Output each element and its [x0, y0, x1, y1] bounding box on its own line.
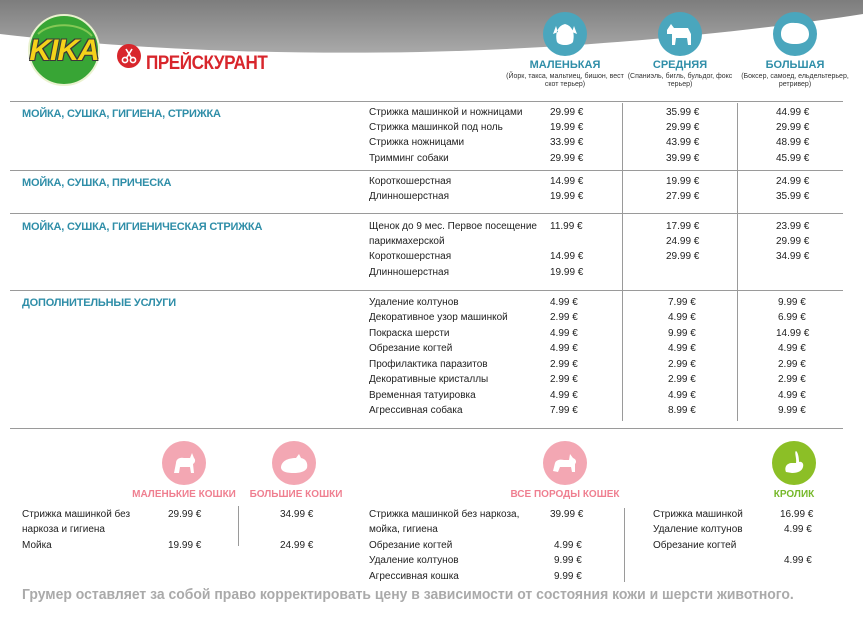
rabbit-label: КРОЛИК [773, 489, 815, 500]
price-small: 4.99 € [550, 297, 578, 308]
price-small: 19.99 € [550, 267, 584, 278]
price-large: 44.99 € [776, 107, 810, 118]
price-large: 2.99 € [778, 359, 806, 370]
price-large: 35.99 € [776, 191, 810, 202]
service-name: Декоративные кристаллы [369, 374, 489, 385]
all-cats-label: ВСЕ ПОРОДЫ КОШЕК [510, 489, 620, 500]
price-medium: 35.99 € [666, 107, 700, 118]
dog-size-large-note: (Боксер, самоед, ельдельтерьер, ретривер) [741, 73, 849, 88]
rabbit-service-name: Стрижка машинкой [653, 509, 743, 520]
price-small: 2.99 € [550, 312, 578, 323]
section-title: МОЙКА, СУШКА, ГИГИЕНА, СТРИЖКА [22, 108, 221, 120]
service-name: Профилактика паразитов [369, 359, 488, 370]
price-small: 29.99 € [550, 153, 584, 164]
divider [10, 428, 843, 429]
service-name: Щенок до 9 мес. Первое посещение [369, 221, 537, 232]
price-medium: 7.99 € [668, 297, 696, 308]
price-rabbit: 4.99 € [784, 555, 812, 566]
cat-service-name: наркоза и гигиена [22, 524, 105, 535]
price-medium: 29.99 € [666, 251, 700, 262]
price-large: 6.99 € [778, 312, 806, 323]
cat-service-name: Стрижка машинкой без [22, 509, 131, 520]
page-title: ПРЕЙСКУРАНТ [146, 53, 268, 74]
price-all-cats: 9.99 € [554, 571, 582, 582]
price-medium: 2.99 € [668, 359, 696, 370]
price-medium: 19.99 € [666, 176, 700, 187]
price-large: 9.99 € [778, 405, 806, 416]
price-medium: 2.99 € [668, 374, 696, 385]
service-name: Длинношерстная [369, 191, 450, 202]
price-large: 9.99 € [778, 297, 806, 308]
dog-size-small-label: МАЛЕНЬКАЯ [529, 59, 601, 71]
scissors-icon [117, 44, 141, 68]
small-dog-icon [543, 12, 587, 56]
price-rabbit: 16.99 € [780, 509, 814, 520]
price-small: 4.99 € [550, 390, 578, 401]
rabbit-service-name: Обрезание когтей [653, 540, 737, 551]
cat-service-name: Мойка [22, 540, 52, 551]
price-medium: 39.99 € [666, 153, 700, 164]
price-small-cat: 19.99 € [168, 540, 202, 551]
price-small: 2.99 € [550, 359, 578, 370]
divider [10, 101, 843, 102]
rabbit-icon [772, 441, 816, 485]
service-name: Короткошерстная [369, 251, 452, 262]
price-large-cat: 24.99 € [280, 540, 314, 551]
large-cats-label: БОЛЬШИЕ КОШКИ [249, 489, 343, 500]
price-medium: 4.99 € [668, 312, 696, 323]
service-name: Обрезание когтей [369, 343, 453, 354]
price-small: 14.99 € [550, 176, 584, 187]
price-small: 7.99 € [550, 405, 578, 416]
dog-size-large-label: БОЛЬШАЯ [765, 59, 825, 71]
price-medium: 17.99 € [666, 221, 700, 232]
price-small-cat: 29.99 € [168, 509, 202, 520]
price-large: 23.99 € [776, 221, 810, 232]
dog-size-medium-label: СРЕДНЯЯ [652, 59, 708, 71]
price-medium: 4.99 € [668, 390, 696, 401]
service-name: Временная татуировка [369, 390, 476, 401]
section-title: МОЙКА, СУШКА, ГИГИЕНИЧЕСКАЯ СТРИЖКА [22, 221, 263, 233]
all-cats-service-name: Обрезание когтей [369, 540, 453, 551]
price-small: 2.99 € [550, 374, 578, 385]
small-cat-icon [162, 441, 206, 485]
price-medium: 27.99 € [666, 191, 700, 202]
all-cats-service-name: мойка, гигиена [369, 524, 438, 535]
price-large: 24.99 € [776, 176, 810, 187]
price-small: 29.99 € [550, 107, 584, 118]
price-small: 4.99 € [550, 343, 578, 354]
price-large: 48.99 € [776, 137, 810, 148]
large-dog-icon [773, 12, 817, 56]
price-medium: 43.99 € [666, 137, 700, 148]
price-large: 2.99 € [778, 374, 806, 385]
price-all-cats: 39.99 € [550, 509, 584, 520]
price-large-cat: 34.99 € [280, 509, 314, 520]
dog-size-small-note: (Йорк, такса, мальтиец, бишон, вест скот терьер) [506, 73, 624, 88]
price-small: 4.99 € [550, 328, 578, 339]
service-name: Удаление колтунов [369, 297, 459, 308]
service-name: Агрессивная собака [369, 405, 463, 416]
all-cats-service-name: Агрессивная кошка [369, 571, 459, 582]
medium-dog-icon [658, 12, 702, 56]
price-small: 33.99 € [550, 137, 584, 148]
all-cats-icon [543, 441, 587, 485]
column-divider [622, 103, 623, 421]
all-cats-service-name: Удаление колтунов [369, 555, 459, 566]
price-small: 19.99 € [550, 191, 584, 202]
price-small: 11.99 € [550, 221, 583, 232]
price-large: 29.99 € [776, 236, 810, 247]
price-all-cats: 4.99 € [554, 540, 582, 551]
divider [10, 213, 843, 214]
divider [10, 290, 843, 291]
logo-text: KIKA [29, 34, 99, 67]
price-medium: 4.99 € [668, 343, 696, 354]
column-divider [238, 506, 239, 546]
rabbit-service-name: Удаление колтунов [653, 524, 743, 535]
all-cats-service-name: Стрижка машинкой без наркоза, [369, 509, 520, 520]
service-name: парикмахерской [369, 236, 445, 247]
large-cat-icon [272, 441, 316, 485]
price-medium: 8.99 € [668, 405, 696, 416]
price-small: 14.99 € [550, 251, 584, 262]
price-large: 14.99 € [776, 328, 810, 339]
section-title: МОЙКА, СУШКА, ПРИЧЕСКА [22, 177, 172, 189]
price-small: 19.99 € [550, 122, 584, 133]
service-name: Покраска шерсти [369, 328, 450, 339]
price-large: 4.99 € [778, 390, 806, 401]
price-medium: 9.99 € [668, 328, 696, 339]
price-large: 29.99 € [776, 122, 810, 133]
service-name: Стрижка ножницами [369, 137, 465, 148]
footer-note: Грумер оставляет за собой право корректировать цену в зависимости от состояния кожи и шерсти животного. [22, 586, 794, 603]
service-name: Короткошерстная [369, 176, 452, 187]
service-name: Длинношерстная [369, 267, 450, 278]
dog-size-medium-note: (Спаниэль, бигль, бульдог, фокс терьер) [627, 73, 733, 88]
price-medium: 24.99 € [666, 236, 700, 247]
price-large: 4.99 € [778, 343, 806, 354]
divider [10, 170, 843, 171]
price-medium: 29.99 € [666, 122, 700, 133]
price-large: 34.99 € [776, 251, 810, 262]
service-name: Стрижка машинкой под ноль [369, 122, 503, 133]
section-title: ДОПОЛНИТЕЛЬНЫЕ УСЛУГИ [22, 297, 176, 309]
price-all-cats: 9.99 € [554, 555, 582, 566]
price-large: 45.99 € [776, 153, 810, 164]
kika-logo [20, 14, 108, 90]
small-cats-label: МАЛЕНЬКИЕ КОШКИ [132, 489, 236, 500]
service-name: Декоративное узор машинкой [369, 312, 508, 323]
service-name: Тримминг собаки [369, 153, 449, 164]
price-rabbit: 4.99 € [784, 524, 812, 535]
service-name: Стрижка машинкой и ножницами [369, 107, 523, 118]
column-divider [737, 103, 738, 421]
column-divider [624, 508, 625, 582]
